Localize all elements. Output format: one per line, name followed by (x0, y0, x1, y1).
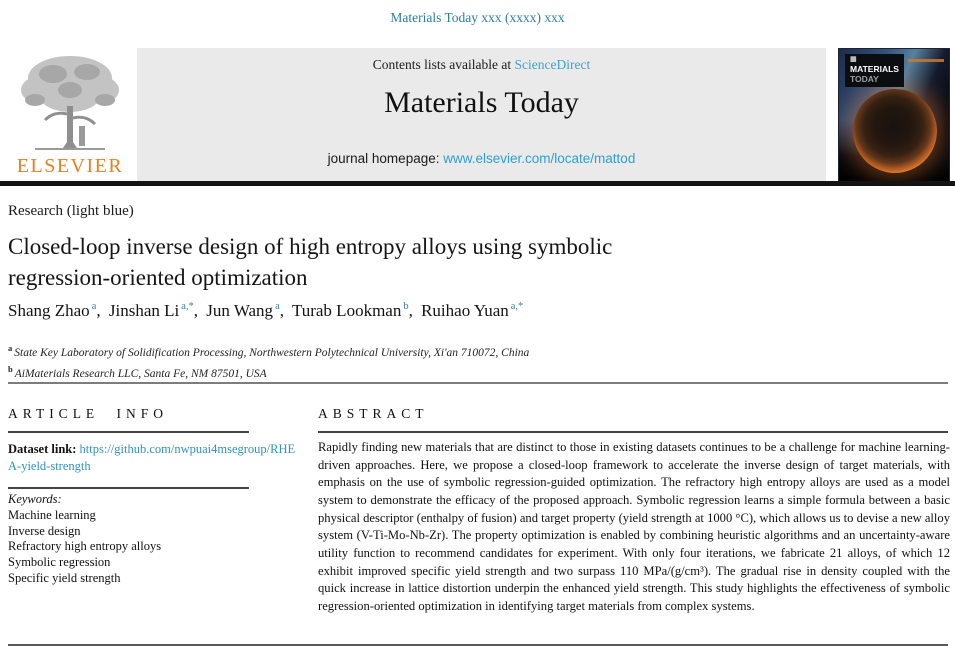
affiliation-item (8, 340, 529, 361)
page-bottom-rule (8, 644, 948, 646)
abstract-heading: ABSTRACT (318, 406, 429, 421)
contents-line (137, 57, 826, 73)
section-divider (8, 382, 948, 384)
author-name: Ruihao Yuan (421, 301, 509, 320)
dataset-label: Dataset link: (8, 442, 77, 456)
keyword-item: Inverse design (8, 523, 81, 538)
dataset-link-block (8, 441, 304, 475)
author-affiliation-mark: a (275, 301, 280, 313)
elsevier-logo (8, 52, 132, 180)
contents-lists-text: Contents lists available at (372, 57, 512, 72)
article-type-label: Research (light blue) (8, 203, 134, 219)
affiliation-mark: b (8, 363, 13, 374)
affiliation-list (8, 340, 529, 382)
cover-title-line2: TODAY (850, 74, 879, 84)
affiliation-item (8, 361, 529, 382)
author-affiliation-mark: b (403, 301, 409, 313)
article-info-rule (8, 431, 249, 433)
homepage-line (137, 151, 826, 166)
journal-homepage-link[interactable]: www.elsevier.com/locate/mattod (443, 151, 636, 166)
header-divider-bar (0, 181, 955, 186)
cover-title-line1: MATERIALS (850, 64, 899, 74)
author-separator: , (193, 301, 199, 320)
abstract-text: Rapidly finding new materials that are distinct to those in existing datasets continues to be a challenge for machine learning-driven approaches. Here, we propose a closed-loop framework to accelerate the inverse design of target materials, with emphasis on the use of symbolic regression-guided optimization. The refractory high entropy alloys are used as a model system to demonstrate the efficacy of the proposed approach. Symbolic regression learns a simple formula between a basic physical descriptor (enthalpy of fusion) and target property (yield strength at 1000 °C), which allows us to devise a new alloy system (V-Ti-Mo-Nb-Zr). The property optimization is enabled by combining heuristic algorithms and an uncertainty-aware utility function to recommend candidates for experiment. With only four iterations, we fabricate 21 alloys, of which 12 exhibit improved specific yield strength and two surpass 110 MPa/(g/cm³). The gradual rise in density coupled with the quick increase in lattice distortion underpin the enhanced yield strength. This study highlights the effectiveness of symbolic regression-oriented optimization in identifying target materials from complex systems. (318, 440, 950, 613)
affiliation-mark: a (8, 343, 13, 353)
author-affiliation-mark: a,* (510, 301, 524, 313)
author-name: Jinshan Li (108, 301, 180, 320)
journal-title: Materials Today (384, 86, 579, 119)
author-affiliation-mark: a,* (181, 301, 194, 313)
article-title: Closed-loop inverse design of high entropy alloys using symbolic regression-oriented optimization (8, 234, 613, 290)
affiliation-text: AiMaterials Research LLC, Santa Fe, NM 87501, USA (14, 367, 267, 380)
author-separator: , (279, 301, 284, 320)
journal-banner (137, 48, 826, 181)
article-info-heading: ARTICLE INFO (8, 406, 169, 421)
cover-logo-icon: ▦ (850, 56, 857, 63)
journal-cover-thumbnail[interactable] (838, 48, 950, 186)
author-name: Jun Wang (206, 301, 274, 320)
author-affiliation-mark: a (91, 301, 97, 313)
keyword-item: Refractory high entropy alloys (8, 539, 162, 554)
affiliation-text: State Key Laboratory of Solidification Processing, Northwestern Polytechnical University, Xi'an 710072, China (14, 346, 530, 359)
dataset-link[interactable]: https://github.com/nwpuai4msegroup/RHEA-yield-strength (8, 442, 296, 473)
author-name: Shang Zhao (8, 301, 90, 320)
author-list (8, 301, 808, 321)
keywords-block (8, 492, 304, 587)
author-separator: , (96, 301, 101, 320)
cover-masthead (845, 54, 904, 87)
elsevier-tree-icon (8, 52, 132, 154)
cover-issue-text (908, 59, 944, 62)
elsevier-wordmark: ELSEVIER (16, 155, 124, 177)
keyword-item: Specific yield strength (8, 570, 121, 585)
author-separator: , (408, 301, 413, 320)
keywords-label: Keywords: (8, 492, 62, 506)
keyword-item: Symbolic regression (8, 555, 111, 570)
sciencedirect-link[interactable]: ScienceDirect (514, 57, 591, 72)
abstract-rule (318, 431, 948, 433)
keywords-rule (8, 487, 249, 489)
journal-reference: Materials Today xxx (xxxx) xxx (390, 10, 565, 25)
homepage-label: journal homepage: (327, 151, 440, 166)
cover-art-sphere (853, 89, 937, 173)
author-name: Turab Lookman (291, 301, 402, 320)
keyword-item: Machine learning (8, 507, 96, 522)
